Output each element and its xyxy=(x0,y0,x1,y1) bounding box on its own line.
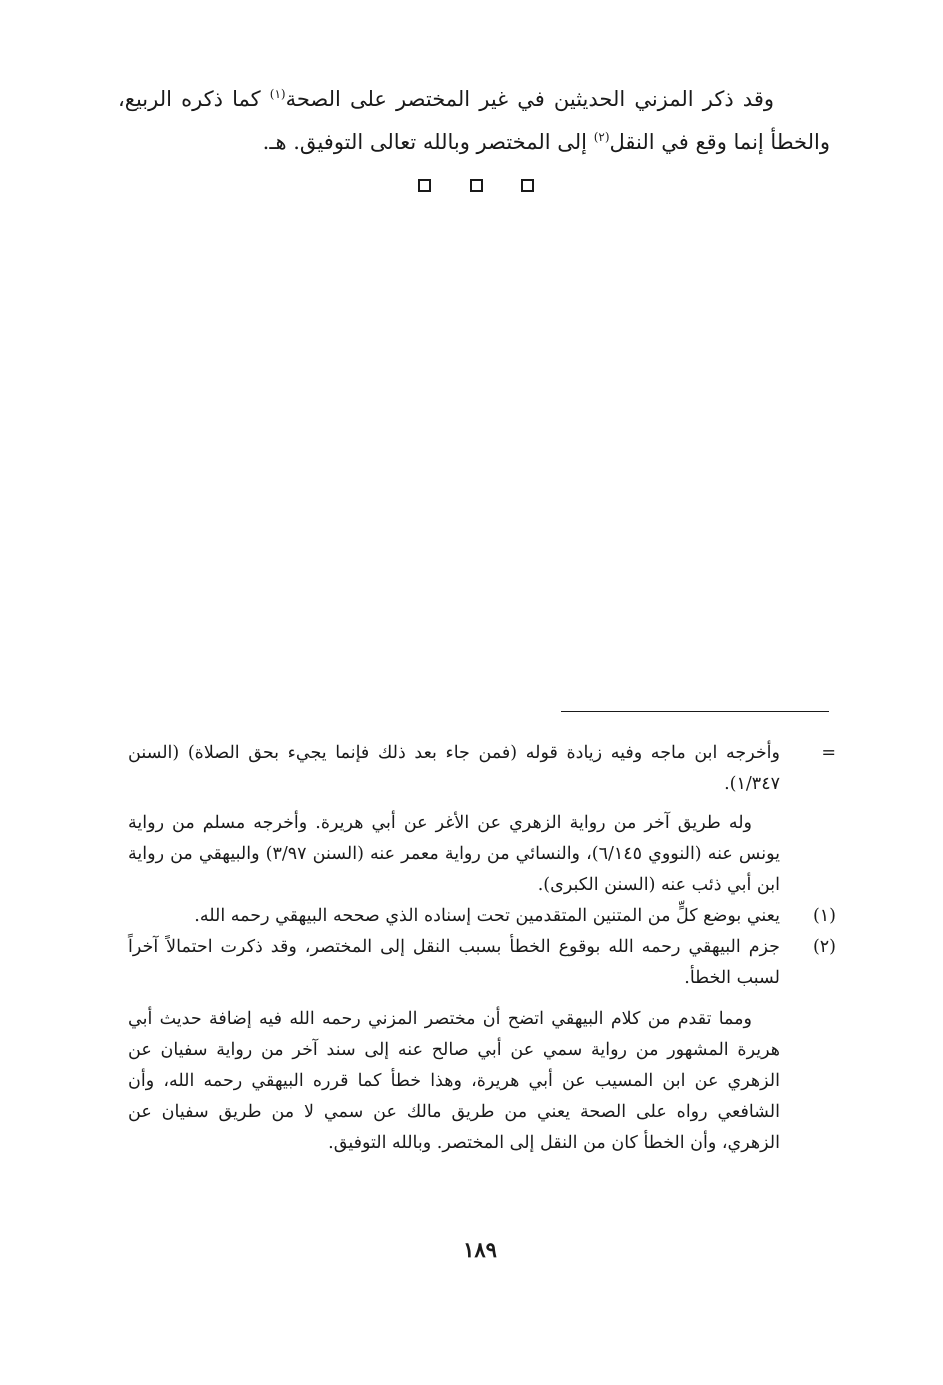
main-paragraph-part1: وقد ذكر المزني الحديثين في غير المختصر على الصحة xyxy=(285,87,774,111)
footnote-divider xyxy=(561,711,829,712)
footnote-1-text: يعني بوضع كلٍّ من المتنين المتقدمين تحت إسناده الذي صححه البيهقي رحمه الله. xyxy=(194,906,780,926)
ornament-square-icon xyxy=(418,179,431,192)
footnote-continuation xyxy=(128,738,836,800)
continuation-marker: = xyxy=(821,743,836,763)
footnote-2 xyxy=(128,932,836,994)
ornament-square-icon xyxy=(521,179,534,192)
page-number: ١٨٩ xyxy=(463,1237,497,1262)
continuation-text: وأخرجه ابن ماجه وفيه زيادة قوله (فمن جاء بعد ذلك فإنما يجيء بحق الصلاة) (السنن ١/٣٤٧). xyxy=(128,743,780,794)
main-text xyxy=(118,78,830,164)
main-paragraph-part2: كما ذكره الربيع، والخطأ إنما وقع في النقل xyxy=(118,87,830,154)
footnote-ref-2: (٢) xyxy=(593,130,610,144)
footnote-2-text: جزم البيهقي رحمه الله بوقوع الخطأ بسبب النقل إلى المختصر، وقد ذكرت احتمالاً آخراً لسبب الخطأ. xyxy=(128,937,780,988)
footnote-2-marker: (٢) xyxy=(812,937,836,957)
continuation-paragraph xyxy=(128,808,780,901)
footnote-1-marker: (١) xyxy=(812,906,836,926)
ornament-square-icon xyxy=(470,179,483,192)
main-paragraph-part3: إلى المختصر وبالله تعالى التوفيق. هـ. xyxy=(262,130,594,154)
main-paragraph xyxy=(118,78,830,164)
footnote-ref-1: (١) xyxy=(269,87,286,101)
section-end-ornament xyxy=(418,176,534,196)
footnote-1 xyxy=(128,901,836,932)
closing-paragraph-text: ومما تقدم من كلام البيهقي اتضح أن مختصر المزني رحمه الله فيه إضافة حديث أبي هريرة المشهور من رواية سمي عن أبي صالح عنه إلى سند آخر من رواية سفيان عن الزهري عن ابن المسيب عن أبي هريرة، وهذا خطأ كما قرره البيهقي رحمه الله، وأن الشافعي رواه على الصحة يعني من طريق مالك عن سمي لا من طريق سفيان عن الزهري، وأن الخطأ كان من النقل إلى المختصر. وبالله التوفيق. xyxy=(128,1009,780,1153)
continuation-paragraph-text: وله طريق آخر من رواية الزهري عن الأغر عن أبي هريرة. وأخرجه مسلم من رواية يونس عنه (النووي ٦/١٤٥)، والنسائي من رواية معمر عنه (السنن ٣/٩٧) والبيهقي من رواية ابن أبي ذئب عنه (السنن الكبرى). xyxy=(128,813,780,895)
footnotes xyxy=(128,738,836,1159)
closing-paragraph xyxy=(128,1004,780,1159)
